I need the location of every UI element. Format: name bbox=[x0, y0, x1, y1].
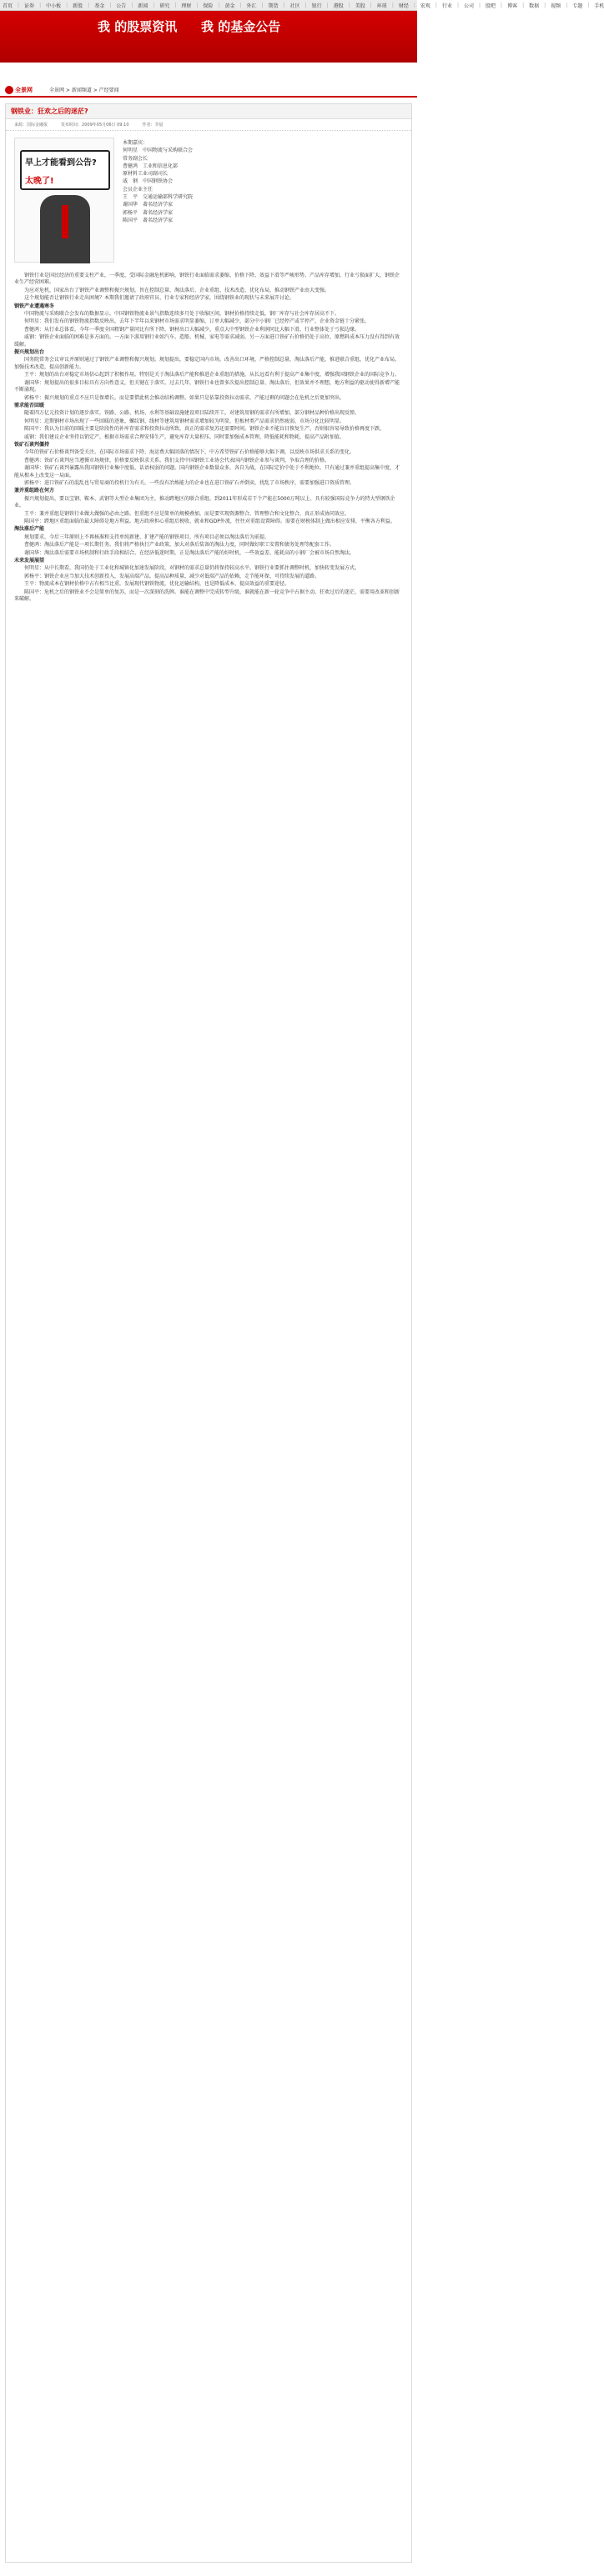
paragraph: 曹健鸿：淘汰落后产能是一项长期任务。我们将严格执行产业政策，加大对落后装备的淘汰力度，同时做好职工安置和债务处理等配套工作。 bbox=[24, 542, 335, 549]
nav-separator: | bbox=[131, 2, 133, 8]
guest-line: 王 平 交通运输部科学研究院 bbox=[123, 194, 194, 201]
paragraph: 戚钢：钢铁企业面临的困难是多方面的。一方面下游用钢行业如汽车、造船、机械、家电等需求减弱，另一方面进口铁矿石价格仍处于高位，原燃料成本压力没有得到有效缓解。 bbox=[14, 334, 400, 348]
nav-link[interactable]: 研究 bbox=[159, 3, 170, 9]
nav-separator: | bbox=[413, 2, 415, 8]
paragraph: 戚钢：我们建议企业坚持以销定产，根据市场需求合理安排生产，避免库存大量积压。同时要加强成本管理，降低能耗和物耗，提高产品附加值。 bbox=[24, 434, 345, 440]
paragraph: 规划要求，今后三年原则上不再核准和支持单纯新建、扩建产能的钢铁项目，所有项目必须以淘汰落后为前提。 bbox=[24, 534, 270, 540]
nav-link[interactable]: 专题 bbox=[572, 3, 583, 9]
nav-link[interactable]: 期货 bbox=[268, 3, 279, 9]
nav-separator: | bbox=[326, 2, 329, 8]
guest-line: 谢国华 著名经济学家 bbox=[123, 202, 174, 208]
meta-source-label: 来源： bbox=[14, 123, 28, 128]
article-title: 钢铁业：狂欢之后的迷茫? bbox=[11, 108, 88, 115]
nav-link[interactable]: 行业 bbox=[441, 3, 452, 9]
nav-separator: | bbox=[391, 2, 394, 8]
meta-time bbox=[61, 122, 128, 128]
meta-source bbox=[14, 122, 48, 128]
guest-line: 陈国平 著名经济学家 bbox=[123, 217, 174, 223]
paragraph: 王平：规划的出台对稳定市场信心起到了积极作用。特别是关于淘汰落后产能和推进企业重组的措施，从长远看有利于提高产业集中度，增强我国钢铁企业的国际竞争力。 bbox=[24, 372, 400, 378]
paragraph: 今年的铁矿石价格谈判备受关注。在国际市场需求下降、海运费大幅回落的情况下，中方希望铁矿石价格能够大幅下调，以反映市场供求关系的变化。 bbox=[24, 449, 355, 456]
guest-line: 郭杨平 著名经济学家 bbox=[123, 209, 174, 216]
nav-separator: | bbox=[566, 2, 568, 8]
nav-link[interactable]: 基金 bbox=[94, 3, 105, 9]
nav-link[interactable]: 手机 bbox=[594, 3, 604, 9]
section-heading: 淘汰落后产能 bbox=[14, 526, 45, 533]
site-logo[interactable] bbox=[5, 86, 33, 94]
nav-separator: | bbox=[587, 2, 590, 8]
nav-link[interactable]: 社区 bbox=[289, 3, 300, 9]
paragraph: 陈国平：我认为目前的回暖主要是阶段性的补库存需求和投资拉动所致，真正的需求复苏还需要时间。钢铁企业不能盲目恢复生产，否则很容易导致价格再度下跌。 bbox=[24, 426, 385, 433]
nav-link[interactable]: 公司 bbox=[463, 3, 474, 9]
meta-author-value: 李晨 bbox=[154, 123, 164, 128]
paragraph: 陈国平：危机之后的钢铁业不会是简单的复苏，而是一次深刻的洗牌。谁能在调整中完成转型升级，谁就能在新一轮竞争中占据主动。狂欢过后的迷茫，需要用改革和创新来破解。 bbox=[14, 589, 400, 603]
nav-separator: | bbox=[501, 2, 503, 8]
nav-link[interactable]: 视频 bbox=[551, 3, 561, 9]
nav-link[interactable]: 中小板 bbox=[46, 3, 62, 9]
nav-separator: | bbox=[239, 2, 242, 8]
paragraph: 随着四万亿元投资计划的逐步落实，铁路、公路、机场、水利等基础设施建设项目陆续开工，对建筑用钢的需求有所增加，部分钢材品种价格出现反弹。 bbox=[24, 410, 360, 417]
paragraph: 谢国华：淘汰落后需要市场机制和行政手段相结合。在经济低迷时期，正是淘汰落后产能的好时机，一些效益差、能耗高的小钢厂会被市场自然淘汰。 bbox=[24, 549, 355, 556]
paragraph: 为应对危机，国家出台了钢铁产业调整和振兴规划，旨在控制总量、淘汰落后、企业重组、技术改造、优化布局，推动钢铁产业由大变强。 bbox=[24, 287, 330, 293]
article-meta bbox=[6, 119, 411, 131]
nav-link[interactable]: 新闻 bbox=[138, 3, 148, 9]
nav-separator: | bbox=[109, 2, 112, 8]
nav-link[interactable]: 环球 bbox=[376, 3, 387, 9]
section-heading: 铁矿石谈判僵持 bbox=[14, 441, 50, 448]
nav-separator: | bbox=[66, 2, 68, 8]
nav-separator: | bbox=[544, 2, 546, 8]
sign-line-1: 早上才能看到公告? bbox=[25, 158, 97, 168]
nav-separator: | bbox=[435, 2, 437, 8]
banner-stock-text[interactable]: 我 的股票资讯 bbox=[98, 19, 178, 34]
nav-link[interactable]: 数据 bbox=[529, 3, 540, 9]
nav-link[interactable]: 保险 bbox=[203, 3, 214, 9]
sign-board bbox=[20, 150, 110, 190]
banner-fund-text[interactable]: 我 的基金公告 bbox=[201, 19, 281, 34]
nav-separator: | bbox=[370, 2, 372, 8]
nav-separator: | bbox=[174, 2, 177, 8]
nav-link[interactable]: 博客 bbox=[507, 3, 518, 9]
guest-line: 戚 钢 中国钢铁协会 bbox=[123, 178, 174, 185]
meta-time-label: 发布时间： bbox=[61, 123, 83, 128]
paragraph: 国务院常务会议审议并原则通过了钢铁产业调整和振兴规划。规划提出，要稳定国内市场，改善出口环境，严格控制总量，淘汰落后产能，推进联合重组，优化产业布局，加强技术改造，提高创新能力。 bbox=[14, 357, 400, 370]
paragraph: 王平：兼并重组是钢铁行业做大做强的必由之路。但重组不应是简单的规模叠加，而是要实现资源整合、管理整合和文化整合，真正形成协同效应。 bbox=[24, 510, 350, 517]
nav-link[interactable]: 股吧 bbox=[486, 3, 496, 9]
nav-link[interactable]: 港股 bbox=[333, 3, 344, 9]
nav-link[interactable]: 银行 bbox=[311, 3, 322, 9]
ad-image[interactable] bbox=[14, 138, 114, 263]
nav-separator: | bbox=[479, 2, 481, 8]
paragraph: 谢国华：铁矿石谈判暴露出我国钢铁行业集中度低、话语权弱的问题。国内钢铁企业数量众多，各自为战，在国际定价中处于不利地位。只有通过兼并重组提高集中度，才能从根本上改变这一局面。 bbox=[14, 465, 400, 479]
nav-separator: | bbox=[305, 2, 307, 8]
nav-separator: | bbox=[39, 2, 42, 8]
ad-banner[interactable] bbox=[0, 11, 417, 63]
paragraph: 何明星：我们发布的钢铁物流指数反映出，去年下半年以来钢材市场需求明显萎缩，订单大幅减少，部分中小钢厂已经停产或半停产，企业资金链十分紧张。 bbox=[24, 318, 370, 325]
meta-author-label: 作者： bbox=[142, 123, 155, 128]
guest-line: 何明星 中国物流与采购联合会 bbox=[123, 148, 194, 154]
nav-separator: | bbox=[153, 2, 155, 8]
guest-list bbox=[123, 139, 406, 224]
paragraph: 何明星：从中长期看，我国仍处于工业化和城镇化加速发展阶段，对钢材的需求总量仍将保持较高水平。钢铁行业要抓住调整时机，加快转变发展方式。 bbox=[24, 565, 360, 572]
nav-separator: | bbox=[522, 2, 525, 8]
guest-line: 常务副会长 bbox=[123, 155, 148, 162]
meta-time-value: 2009年05月06日 09:10 bbox=[82, 123, 129, 128]
meta-source-value[interactable]: 国际金融报 bbox=[27, 123, 48, 128]
site-header bbox=[0, 83, 417, 98]
nav-separator: | bbox=[18, 2, 20, 8]
section-heading: 兼并重组路在何方 bbox=[14, 488, 55, 494]
guest-line: 原材料工业司副司长 bbox=[123, 171, 169, 178]
section-heading: 未来发展展望 bbox=[14, 558, 45, 564]
paragraph: 钢铁行业是国民经济的重要支柱产业，一季度，受国际金融危机影响，钢铁行业面临需求萎缩、价格下降、效益下滑等严峻形势。产品库存增加，行业亏损面扩大，钢铁企业生产经营困难。 bbox=[14, 273, 400, 286]
breadcrumb[interactable]: 全景网 > 新闻频道 > 产经要闻 bbox=[49, 88, 119, 93]
paragraph: 王平：物流成本在钢材价格中占有相当比重，发展现代钢铁物流，优化运输结构，也是降低成本、提高效益的重要途径。 bbox=[24, 581, 290, 588]
paragraph: 郭杨平：钢铁企业应当加大技术创新投入，发展高端产品，提高品种质量，减少对低端产品的依赖，走节能环保、可持续发展的道路。 bbox=[24, 573, 320, 579]
top-nav bbox=[0, 0, 604, 11]
article-body bbox=[6, 273, 411, 603]
nav-separator: | bbox=[283, 2, 285, 8]
meta-author bbox=[143, 122, 164, 128]
paragraph: 曹健鸿：从行业总体看，今年一季度全国粗钢产量同比有所下降，钢材出口大幅减少，重点大中型钢铁企业利润同比大幅下滑，行业整体处于亏损边缘。 bbox=[24, 326, 360, 333]
nav-link[interactable]: 财经 bbox=[398, 3, 409, 9]
nav-link[interactable]: 证券 bbox=[24, 3, 35, 9]
article-title-bar bbox=[6, 104, 411, 119]
tie-shape bbox=[62, 205, 68, 238]
section-heading: 需求能否回暖 bbox=[14, 402, 45, 408]
nav-link[interactable]: 宏观 bbox=[420, 3, 430, 9]
logo-icon bbox=[5, 86, 13, 94]
nav-separator: | bbox=[456, 2, 459, 8]
nav-separator: | bbox=[218, 2, 220, 8]
paragraph: 振兴规划提出，要以宝钢、鞍本、武钢等大型企业集团为主，推动跨地区的联合重组，到2011年形成若干个产能在5000万吨以上、具有较强国际竞争力的特大型钢铁企业。 bbox=[14, 495, 395, 509]
nav-separator: | bbox=[88, 2, 90, 8]
nav-link[interactable]: 首页 bbox=[3, 3, 13, 9]
paragraph: 郭杨平：进口铁矿石的混乱也与贸易商的投机行为有关。一些没有冶炼能力的企业也在进口铁矿石并倒卖，扰乱了市场秩序，需要加强进口资质管理。 bbox=[24, 479, 355, 486]
sign-line-2: 太晚了! bbox=[25, 177, 54, 186]
nav-link[interactable]: 理财 bbox=[181, 3, 192, 9]
section-heading: 钢铁产业遭遇寒冬 bbox=[14, 303, 55, 309]
paragraph: 何明星：近期钢材市场出现了一些回暖的迹象，螺纹钢、线材等建筑用钢材需求增加较为明显，但板材类产品需求仍然疲弱，市场分化比较明显。 bbox=[24, 418, 345, 424]
section-heading: 振兴规划出台 bbox=[14, 349, 45, 356]
paragraph: 谢国华：规划提出的很多目标具有方向性意义，但关键在于落实。过去几年，钢铁行业也曾多次提出控制总量、淘汰落后，但效果并不理想，地方利益的驱动使得新增产能不断涌现。 bbox=[14, 379, 400, 393]
guest-line: 曹健鸿 工业和信息化部 bbox=[123, 163, 179, 169]
paragraph: 曹健鸿：铁矿石谈判应当遵循市场规律，价格要反映供求关系。我们支持中国钢铁工业协会代表国内钢铁企业参与谈判，争取合理的价格。 bbox=[24, 457, 330, 464]
nav-link[interactable]: 外汇 bbox=[246, 3, 257, 9]
paragraph: 郭杨平：振兴规划的重点不应只是保增长，而是要借此机会推动结构调整。如果只是依靠投资拉动需求，产能过剩的问题会在危机之后更加突出。 bbox=[24, 394, 345, 401]
logo-text: 全景网 bbox=[15, 86, 33, 93]
nav-link[interactable]: 新股 bbox=[73, 3, 83, 9]
paragraph: 陈国平：跨地区重组面临的最大障碍是地方利益。地方政府担心重组后税收、就业和GDP外流，往往对重组设置障碍。需要在财税体制上做出相应安排，平衡各方利益。 bbox=[24, 519, 395, 524]
guest-line: 本期嘉宾： bbox=[123, 140, 148, 146]
nav-link[interactable]: 美股 bbox=[355, 3, 365, 9]
paragraph: 中国物流与采购联合会发布的数据显示，中国钢铁物流业景气指数连续多月处于收缩区间，钢材价格持续走低，钢厂库存与社会库存居高不下。 bbox=[24, 311, 340, 318]
paragraph: 这个规划能否让钢铁行业走出困境？本期我们邀请了政府官员、行业专家和经济学家，围绕钢铁业的现状与未来展开讨论。 bbox=[24, 295, 295, 302]
guest-line: 会员企业主任 bbox=[123, 186, 154, 193]
nav-separator: | bbox=[196, 2, 199, 8]
nav-separator: | bbox=[348, 2, 350, 8]
nav-link[interactable]: 公告 bbox=[116, 3, 127, 9]
nav-link[interactable]: 黄金 bbox=[224, 3, 235, 9]
article-top bbox=[6, 131, 411, 273]
nav-separator: | bbox=[261, 2, 264, 8]
article-panel bbox=[5, 103, 412, 2563]
